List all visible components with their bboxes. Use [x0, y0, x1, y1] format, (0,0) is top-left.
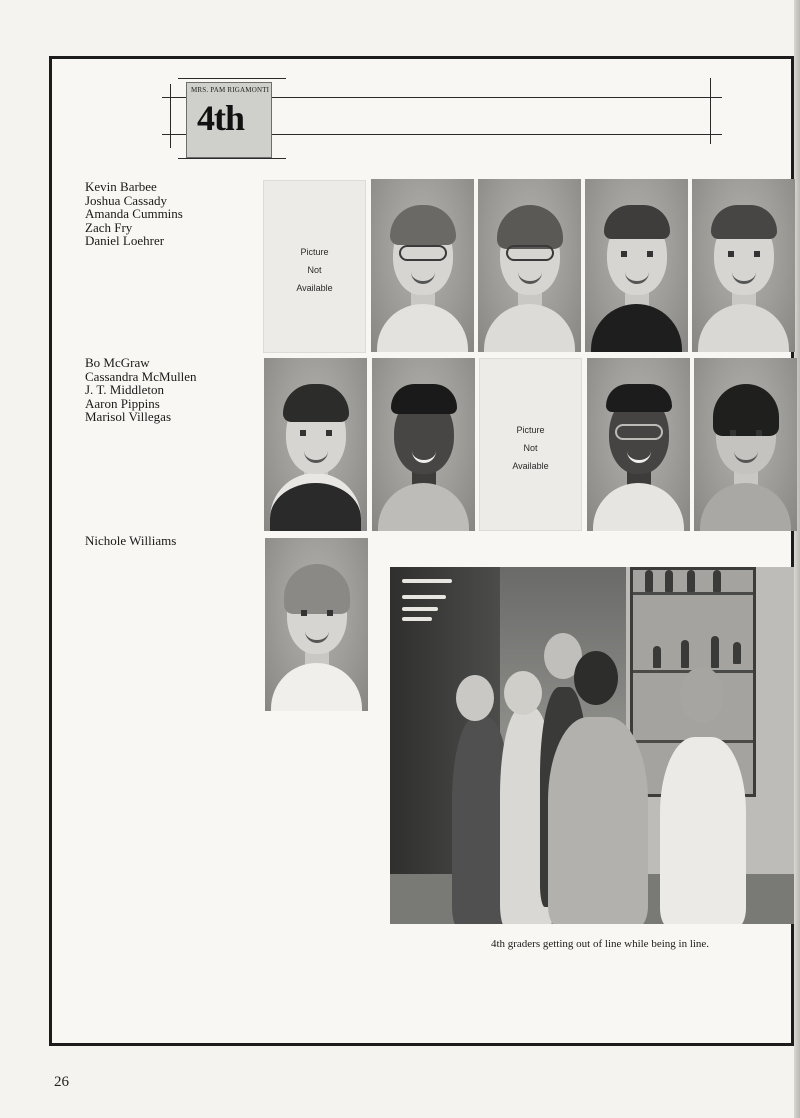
candid-group-photo	[390, 567, 794, 924]
student-name: Daniel Loehrer	[85, 233, 165, 248]
portrait-not-available	[263, 180, 366, 353]
name-list-row-3	[85, 534, 176, 548]
student-portrait	[371, 179, 474, 352]
header-rule-box-bottom	[178, 158, 286, 159]
student-name: Joshua Cassady	[85, 192, 167, 208]
page-edge	[794, 0, 800, 1118]
student-name: Bo McGraw	[85, 355, 150, 370]
na-line: Available	[296, 283, 333, 293]
na-line: Picture	[300, 247, 329, 257]
na-line: Picture	[516, 425, 545, 435]
na-line: Not	[307, 265, 322, 275]
class-header-box	[186, 82, 272, 158]
student-portrait	[478, 179, 581, 352]
student-portrait	[587, 358, 690, 531]
name-list-row-1	[85, 180, 183, 248]
student-name: Aaron Pippins	[85, 395, 160, 411]
portrait-not-available	[479, 358, 582, 531]
header-rule-box-top	[178, 78, 286, 79]
picture-not-available-text	[264, 243, 365, 297]
student-name: Amanda Cummins	[85, 206, 183, 221]
student-portrait	[694, 358, 797, 531]
name-list-row-2	[85, 356, 197, 424]
na-line: Available	[512, 461, 549, 471]
student-portrait	[692, 179, 795, 352]
student-portrait	[264, 358, 367, 531]
teacher-name: MRS. PAM RIGAMONTI	[191, 86, 270, 94]
student-name: Nichole Williams	[85, 533, 177, 548]
photo-caption: 4th graders getting out of line while being in line.	[490, 938, 710, 950]
na-line: Not	[523, 443, 538, 453]
student-name: Cassandra McMullen	[85, 368, 197, 384]
student-portrait	[585, 179, 688, 352]
page-number: 26	[54, 1074, 69, 1090]
student-name: Zach Fry	[85, 219, 133, 235]
student-name: J. T. Middleton	[85, 382, 164, 397]
header-rule-left	[170, 84, 171, 148]
picture-not-available-text	[480, 421, 581, 475]
student-portrait	[265, 538, 368, 711]
grade-label: 4th	[197, 98, 245, 138]
header-rule-right	[710, 78, 711, 144]
student-name: Marisol Villegas	[85, 409, 171, 424]
student-name: Kevin Barbee	[85, 179, 157, 194]
student-portrait	[372, 358, 475, 531]
